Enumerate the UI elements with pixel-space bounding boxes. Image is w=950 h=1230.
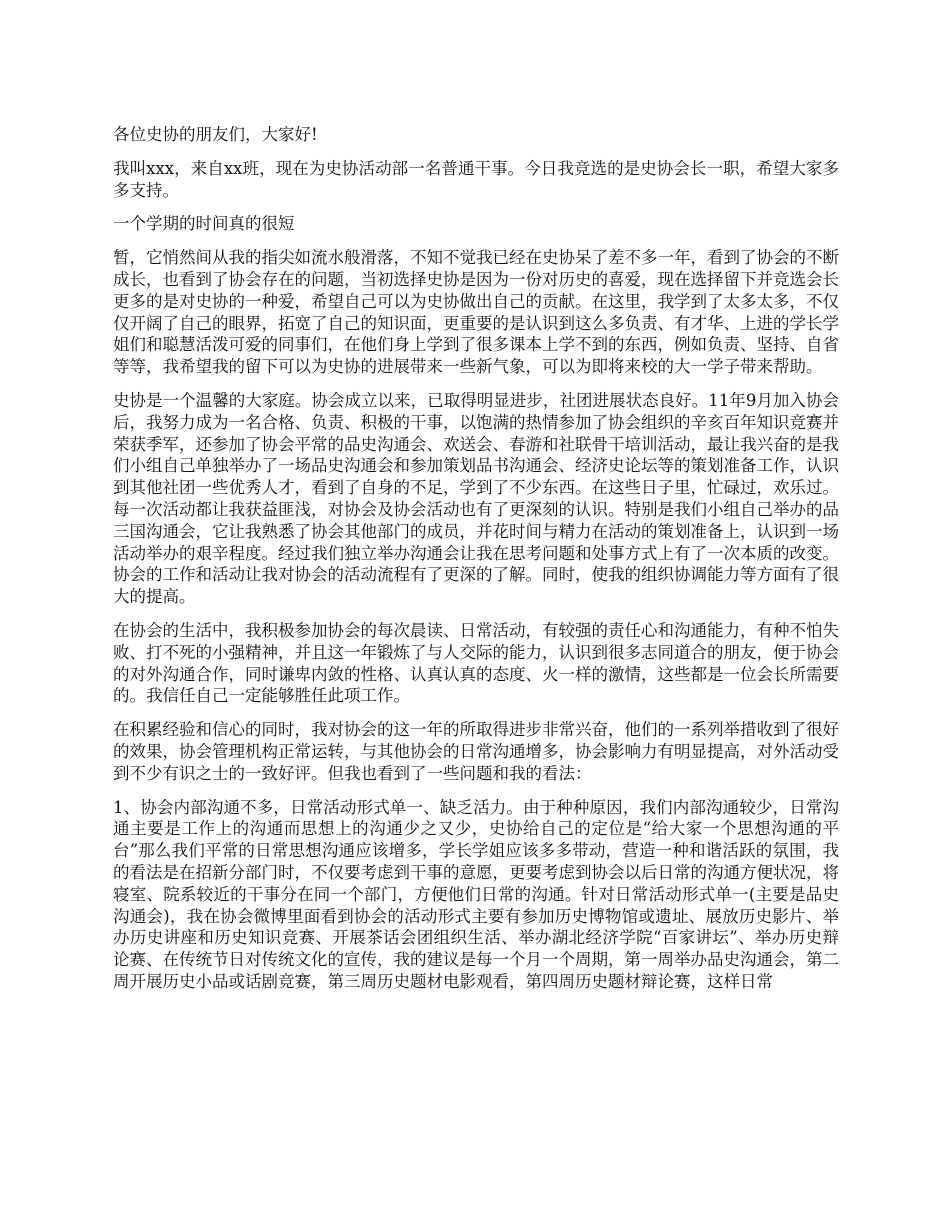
greeting-paragraph: 各位史协的朋友们，大家好! [113,125,318,144]
introduction-paragraph: 我叫xxx，来自xx班，现在为史协活动部一名普通干事。今日我竞选的是史协会长一职，希望大家多多支持。 [113,158,839,200]
suggestion-paragraph: 1、协会内部沟通不多，日常活动形式单一、缺乏活力。由于种种原因，我们内部沟通较少，日常沟通主要是工作上的沟通而思想上的沟通少之又少，史协给自己的定位是“给大家一个思想沟通的平台”那么我们平常的日常思想沟通应该增多，学长学姐应该多多带动，营造一种和谐活跃的氛围，我的看法是在招新分部门时，不仅要考虑到干事的意愿，更要考虑到协会以后日常的沟通方便状况，将寝室、院系较近的干事分在同一个部门，方便他们日常的沟通。针对日常活动形式单一(主要是品史沟通会)，我在协会微博里面看到协会的活动形式主要有参加历史博物馆或遗址、展放历史影片、举办历史讲座和历史知识竞赛、开展茶话会团组织生活、举办湖北经济学院“百家讲坛”、举办历史辩论赛、在传统节日对传统文化的宣传，我的建议是每一个月一个周期，第一周举办品史沟通会，第二周开展历史小品或话剧竞赛，第三周历史题材电影观看，第四周历史题材辩论赛，这样日常 [113,797,839,991]
semester-paragraph: 一个学期的时间真的很短 [113,214,295,234]
experience-paragraph: 暂，它悄然间从我的指尖如流水般滑落，不知不觉我已经在史协呆了差不多一年，看到了协会的不断成长，也看到了协会存在的问题，当初选择史协是因为一份对历史的喜爱，现在选择留下并竞选会长更多的是对史协的一种爱，希望自己可以为史协做出自己的贡献。在这里，我学到了太多太多，不仅仅开阔了自己的眼界，拓宽了自己的知识面，更重要的是认识到这么多负责、有才华、上进的学长学姐们和聪慧活泼可爱的同事们，在他们身上学到了很多课本上学不到的东西，例如负责、坚持、自省等等，我希望我的留下可以为史协的进展带来一些新气象，可以为即将来校的大一学子带来帮助。 [113,248,839,377]
document-body [113,124,839,1005]
qualities-paragraph: 在协会的生活中，我积极参加协会的每次晨读、日常活动，有较强的责任心和沟通能力，有种不怕失败、打不死的小强精神，并且这一年锻炼了与人交际的能力，认识到很多志同道合的朋友，便于协会的对外沟通合作，同时谦卑内敛的性格、认真认真的态度、火一样的激情，这些都是一位会长所需要的。我信任自己一定能够胜任此项工作。 [113,620,839,706]
progress-paragraph: 在积累经验和信心的同时，我对协会的这一年的所取得进步非常兴奋，他们的一系列举措收到了很好的效果，协会管理机构正常运转，与其他协会的日常沟通增多，协会影响力有明显提高，对外活动受到不少有识之士的一致好评。但我也看到了一些问题和我的看法： [113,720,839,783]
association-paragraph: 史协是一个温馨的大家庭。协会成立以来，已取得明显进步，社团进展状态良好。11年9月加入协会后，我努力成为一名合格、负责、积极的干事，以饱满的热情参加了协会组织的辛亥百年知识竞赛并荣获季军，还参加了协会平常的品史沟通会、欢送会、春游和社联骨干培训活动，最让我兴奋的是我们小组自己单独举办了一场品史沟通会和参加策划品书沟通会、经济史论坛等的策划准备工作，认识到其他社团一些优秀人才，看到了自身的不足，学到了不少东西。在这些日子里，忙碌过，欢乐过。每一次活动都让我获益匪浅，对协会及协会活动也有了更深刻的认识。特别是我们小组自己举办的品三国沟通会，它让我熟悉了协会其他部门的成员，并花时间与精力在活动的策划准备上，认识到一场活动举办的艰辛程度。经过我们独立举办沟通会让我在思考问题和处事方式上有了一次本质的改变。协会的工作和活动让我对协会的活动流程有了更深的了解。同时，使我的组织协调能力等方面有了很大的提高。 [113,390,839,607]
